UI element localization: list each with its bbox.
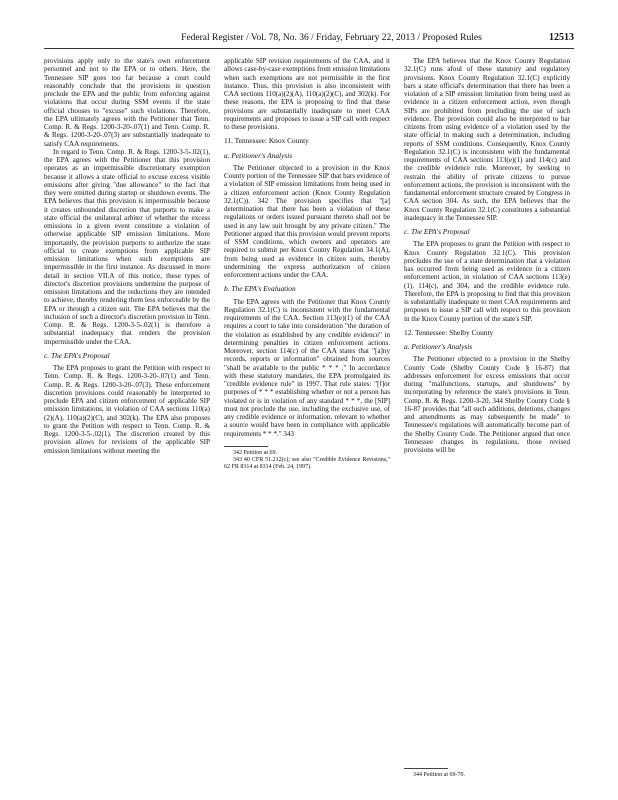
section-heading: 12. Tennessee: Shelby County bbox=[404, 327, 494, 337]
column-1 bbox=[44, 57, 210, 779]
running-head: Federal Register / Vol. 78, No. 36 / Friday, February 22, 2013 / Proposed Rules bbox=[181, 33, 482, 43]
column-2 bbox=[224, 57, 390, 779]
footnote-rule bbox=[224, 446, 268, 447]
section-heading: 11. Tennessee: Knox County bbox=[224, 136, 309, 146]
paragraph: applicable SIP revision requirements of the CAA, and it allows case-by-case exemptions from emission limitations when such exemptions are not permissible in the first instance. Thus, this provision is also inconsistent with CAA sections 110(a)(2)(A), 110(a)(2)(C), and 302(k). For these reasons, the EPA is proposing to find that these provisions are substantially inadequate to meet CAA requirements and proposes to issue a SIP call with respect to these provisions. bbox=[224, 57, 390, 131]
paragraph: The Petitioner objected to a provision in the Shelby County Code (Shelby County Code § 16-87) that addresses enforcement for excess emissions that occur during "malfunctions, startups, and shutdowns" by incorporating by reference the state's provisions in Tenn. Comp. R. & Regs. 1200-3-20. 344 Shelby County Code § 16-87 provides that "all such additions, deletions, changes and amendments as may subsequently be made" to Tennessee's regulations will automatically become part of the Shelby County Code. The Petitioner argued that once Tennessee changes its regulations, those revised provisions will be bbox=[404, 355, 570, 454]
column-3 bbox=[404, 57, 570, 779]
section-heading: b. The EPA's Evaluation bbox=[224, 284, 296, 294]
section-heading: c. The EPA's Proposal bbox=[404, 227, 470, 236]
section-heading: a. Petitioner's Analysis bbox=[224, 150, 293, 160]
footnote: 343 40 CFR 51.212(c); see also "Credible Evidence Revisions," 62 FR 8314 at 8314 (Feb. 24, 1997). bbox=[224, 456, 390, 470]
section-heading: a. Petitioner's Analysis bbox=[404, 342, 473, 351]
column-3-footnotes bbox=[404, 760, 570, 779]
section-heading: c. The EPA's Proposal bbox=[44, 350, 110, 360]
paragraph: The EPA agrees with the Petitioner that Knox County Regulation 32.1(C) is inconsistent with the fundamental requirements of the CAA. Section 113(e)(1) of the CAA requires a court to take into consideration "the duration of the violation as established by any credible evidence" in determining penalties in citizen enforcement actions. Moreover, section 114(c) of the CAA states that "[a]ny records, reports or information" obtained from sources "shall be available to the public * * * ." In accordance with these statutory mandates, the EPA promulgated its "credible evidence rule" in 1997. That rule states: "[f]or purposes of * * * establishing whether or not a person has violated or is in violation of any standard * * *, the [SIP] must not preclude the use, including the exclusive use, of any credible evidence or information, relevant to whether a source would have been in compliance with applicable requirements * * *." 343 bbox=[224, 297, 390, 438]
page-number: 12513 bbox=[549, 32, 574, 43]
footnote: 344 Petition at 69-70. bbox=[413, 772, 465, 778]
paragraph: In regard to Tenn. Comp. R. & Regs. 1200-3-5-.02(1), the EPA agrees with the Petitioner that this provision operates as an impermissible discretionary exemption because it allows a state official to excuse excess visible emissions after giving "due allowance" to the fact that they were emitted during startup or shutdown events. The EPA believes that this provision is impermissible because it creates unbounded discretion that purports to make a state official the unilateral arbiter of whether the excess emissions in a given event constitute a violation of otherwise applicable SIP emission limitations. More importantly, the provision purports to authorize the state official to create exemptions from applicable SIP emission limitations when such exemptions are impermissible in the first instance. As discussed in more detail in section VII.A of this notice, these types of director's discretion provisions undermine the purpose of emission limitations and the reductions they are intended to achieve, thereby rendering them less enforceable by the EPA or through a citizen suit. The EPA believes that the inclusion of such a director's discretion provision in Tenn. Comp. R. & Regs. 1200-3-5-.02(1) is therefore a substantial inadequacy that renders the provision impermissible under the CAA. bbox=[44, 147, 210, 346]
paragraph: The EPA proposes to grant the Petition with respect to Tenn. Comp. R. & Regs. 1200-3-20-.07(1) and Tenn. Comp. R. & Regs. 1200-3-20-.07(3). These enforcement discretion provisions could reasonably be interpreted to preclude EPA and citizen enforcement of applicable SIP emission limitations, in violation of CAA sections 110(a)(2)(A), 110(a)(2)(C), and 302(k). The EPA also proposes to grant the Petition with respect to Tenn. Comp. R. & Regs. 1200-3-5-.02(1). The discretion created by this provision allows for revisions of the applicable SIP emission limitations without meeting the bbox=[44, 364, 210, 455]
header-rule bbox=[44, 48, 574, 49]
paragraph: The EPA proposes to grant the Petition with respect to Knox County Regulation 32.1(C). This provision precludes the use of a state determination that a violation has occurred from being used as evidence in a citizen enforcement action, in violation of CAA sections 113(e)(1), 114(c), and 304, and the credible evidence rule. Therefore, the EPA is proposing to find that this provision is substantially inadequate to meet CAA requirements and proposes to issue a SIP call with respect to this provision in the Knox County portion of the state's SIP. bbox=[404, 240, 570, 323]
paragraph: provisions apply only to the state's own enforcement personnel and not to the EPA or to others. Here, the Tennessee SIP goes too far because a court could reasonably conclude that the provisions in question preclude the EPA and the public from enforcing against violations that occur during SSM events if the state official chooses to "excuse" such violations. Therefore, the EPA ultimately agrees with the Petitioner that Tenn. Comp. R. & Regs. 1200-3-20-.07(1) and Tenn. Comp. R. & Regs. 1200-3-20-.07(3) are substantially inadequate to satisfy CAA requirements. bbox=[44, 57, 210, 148]
footnote: 342 Petition at 69. bbox=[233, 449, 277, 456]
paragraph: The EPA believes that the Knox County Regulation 32.1(C) runs afoul of these statutory and regulatory provisions. Knox County Regulation 32.1(C) explicitly bars a state official's determination that there has been a violation of a SIP emission limitation from being used as evidence in a citizen enforcement action, even though SIPs are prohibited from precluding the use of such evidence. The provision could also be interpreted to bar citizens from using evidence of a violation used by the state official in making such a determination, including reports of SSM conditions. Consequently, Knox County Regulation 32.1(C) is inconsistent with the fundamental requirements of CAA sections 113(e)(1) and 114(c) and the credible evidence rule. Moreover, by seeking to restrain the ability of private citizens to pursue enforcement actions, the provision is inconsistent with the fundamental enforcement structure created by Congress in CAA section 304. As such, the EPA believes that the Knox County Regulation 32.1(C) constitutes a substantial inadequacy in the Tennessee SIP. bbox=[404, 57, 570, 222]
page-header bbox=[44, 32, 574, 46]
paragraph: The Petitioner objected to a provision in the Knox County portion of the Tennessee SIP that bars evidence of a violation of SIP emission limitations from being used in a citizen enforcement action (Knox County Regulation 32.1(C)). 342 The provision specifies that "[a] determination that there has been a violation of these regulations or orders issued pursuant thereto shall not be used in any law suit brought by any private citizen." The Petitioner argued that this provision would prevent reports of SSM conditions, which owners and operators are required to submit per Knox County Regulation 34.1(A), from being used as evidence in citizen suits, thereby undermining the express authorization of citizen enforcement actions under the CAA. bbox=[224, 163, 390, 279]
footnote-rule bbox=[404, 768, 448, 769]
